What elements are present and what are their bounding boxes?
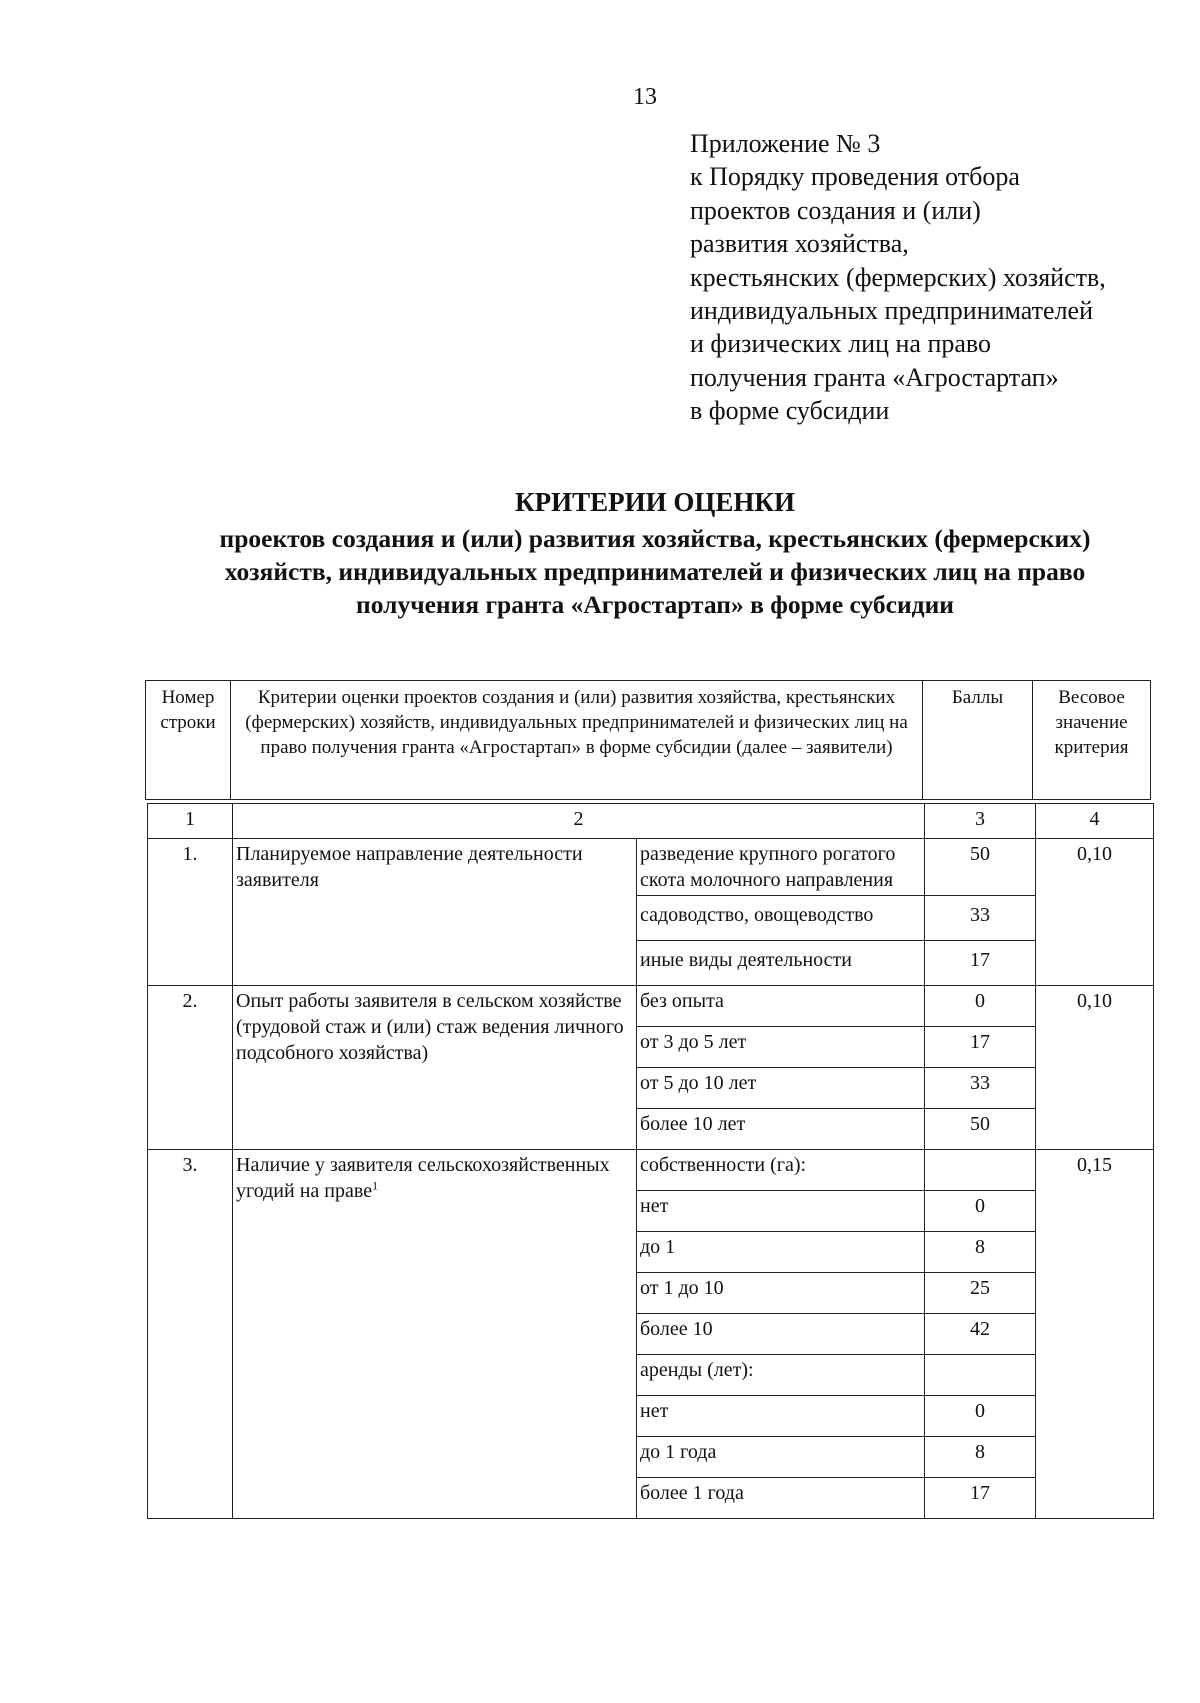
appendix-block <box>690 127 1106 428</box>
subtitle-line: хозяйств, индивидуальных предпринимателей и физических лиц на право <box>224 557 1086 586</box>
appendix-line: развития хозяйства, <box>690 229 909 259</box>
header-criteria: Критерии оценки проектов создания и (или) развития хозяйства, крестьянских (фермерских) хозяйств, индивидуальных предпринимателей и физических лиц на право получения гранта «Агростартап» в форме субсидии (далее – заявители) <box>231 681 923 800</box>
option-points: 8 <box>925 1232 1036 1273</box>
option-label: иные виды деятельности <box>637 941 925 986</box>
criterion-text: Планируемое направление деятельности заявителя <box>233 839 637 986</box>
header-points: Баллы <box>923 681 1033 800</box>
option-label: нет <box>637 1191 925 1232</box>
table-row <box>148 986 1154 1027</box>
document-title <box>140 486 1170 521</box>
page-number: 13 <box>633 84 657 110</box>
option-points: 0 <box>925 986 1036 1027</box>
option-label: от 1 до 10 <box>637 1273 925 1314</box>
option-points: 0 <box>925 1191 1036 1232</box>
appendix-line: к Порядку проведения отбора <box>690 162 1020 192</box>
option-points <box>925 1150 1036 1191</box>
option-label: более 1 года <box>637 1478 925 1519</box>
footnote-marker: 1 <box>372 1178 379 1193</box>
option-label: от 5 до 10 лет <box>637 1068 925 1109</box>
appendix-line: индивидуальных предпринимателей <box>690 296 1093 326</box>
option-points: 17 <box>925 941 1036 986</box>
appendix-line: в форме субсидии <box>690 396 890 426</box>
option-label: до 1 <box>637 1232 925 1273</box>
option-label: без опыта <box>637 986 925 1027</box>
option-points: 33 <box>925 896 1036 941</box>
criterion-weight: 0,10 <box>1036 986 1154 1150</box>
column-number: 1 <box>148 804 233 839</box>
option-points: 0 <box>925 1396 1036 1437</box>
option-label: разведение крупного рогатого скота молочного направления <box>637 839 925 896</box>
option-points: 8 <box>925 1437 1036 1478</box>
option-label: более 10 <box>637 1314 925 1355</box>
option-label: нет <box>637 1396 925 1437</box>
option-label: от 3 до 5 лет <box>637 1027 925 1068</box>
option-label: аренды (лет): <box>637 1355 925 1396</box>
option-points: 33 <box>925 1068 1036 1109</box>
criteria-table-header <box>145 680 1151 800</box>
document-subtitle <box>140 522 1170 621</box>
subtitle-line: проектов создания и (или) развития хозяйства, крестьянских (фермерских) <box>219 524 1091 553</box>
column-number: 2 <box>233 804 925 839</box>
row-number: 3. <box>148 1150 233 1519</box>
table-row <box>148 1150 1154 1191</box>
appendix-line: крестьянских (фермерских) хозяйств, <box>690 262 1106 292</box>
appendix-line: и физических лиц на право <box>690 329 992 359</box>
table-row <box>148 839 1154 896</box>
row-number: 2. <box>148 986 233 1150</box>
option-points: 17 <box>925 1478 1036 1519</box>
appendix-line: получения гранта «Агростартап» <box>690 362 1059 392</box>
option-label: до 1 года <box>637 1437 925 1478</box>
criterion-text <box>233 1150 637 1519</box>
criteria-table <box>147 803 1154 1519</box>
option-points <box>925 1355 1036 1396</box>
criterion-weight: 0,10 <box>1036 839 1154 986</box>
criterion-weight: 0,15 <box>1036 1150 1154 1519</box>
criterion-text: Опыт работы заявителя в сельском хозяйстве (трудовой стаж и (или) стаж ведения личного подсобного хозяйства) <box>233 986 637 1150</box>
column-number-row <box>148 804 1154 839</box>
row-number: 1. <box>148 839 233 986</box>
column-number: 3 <box>925 804 1036 839</box>
option-points: 42 <box>925 1314 1036 1355</box>
option-points: 50 <box>925 839 1036 896</box>
appendix-line: проектов создания и (или) <box>690 195 981 225</box>
option-points: 50 <box>925 1109 1036 1150</box>
option-label: собственности (га): <box>637 1150 925 1191</box>
header-row-number: Номер строки <box>146 681 231 800</box>
criterion-text-content: Наличие у заявителя сельскохозяйственных угодий на праве <box>236 1154 610 1202</box>
appendix-line: Приложение № 3 <box>690 129 881 158</box>
option-label: садоводство, овощеводство <box>637 896 925 941</box>
title-line: КРИТЕРИИ ОЦЕНКИ <box>515 487 795 517</box>
option-points: 25 <box>925 1273 1036 1314</box>
option-label: более 10 лет <box>637 1109 925 1150</box>
subtitle-line: получения гранта «Агростартап» в форме субсидии <box>356 590 954 619</box>
column-number: 4 <box>1036 804 1154 839</box>
option-points: 17 <box>925 1027 1036 1068</box>
header-weight: Весовое значение критерия <box>1033 681 1151 800</box>
